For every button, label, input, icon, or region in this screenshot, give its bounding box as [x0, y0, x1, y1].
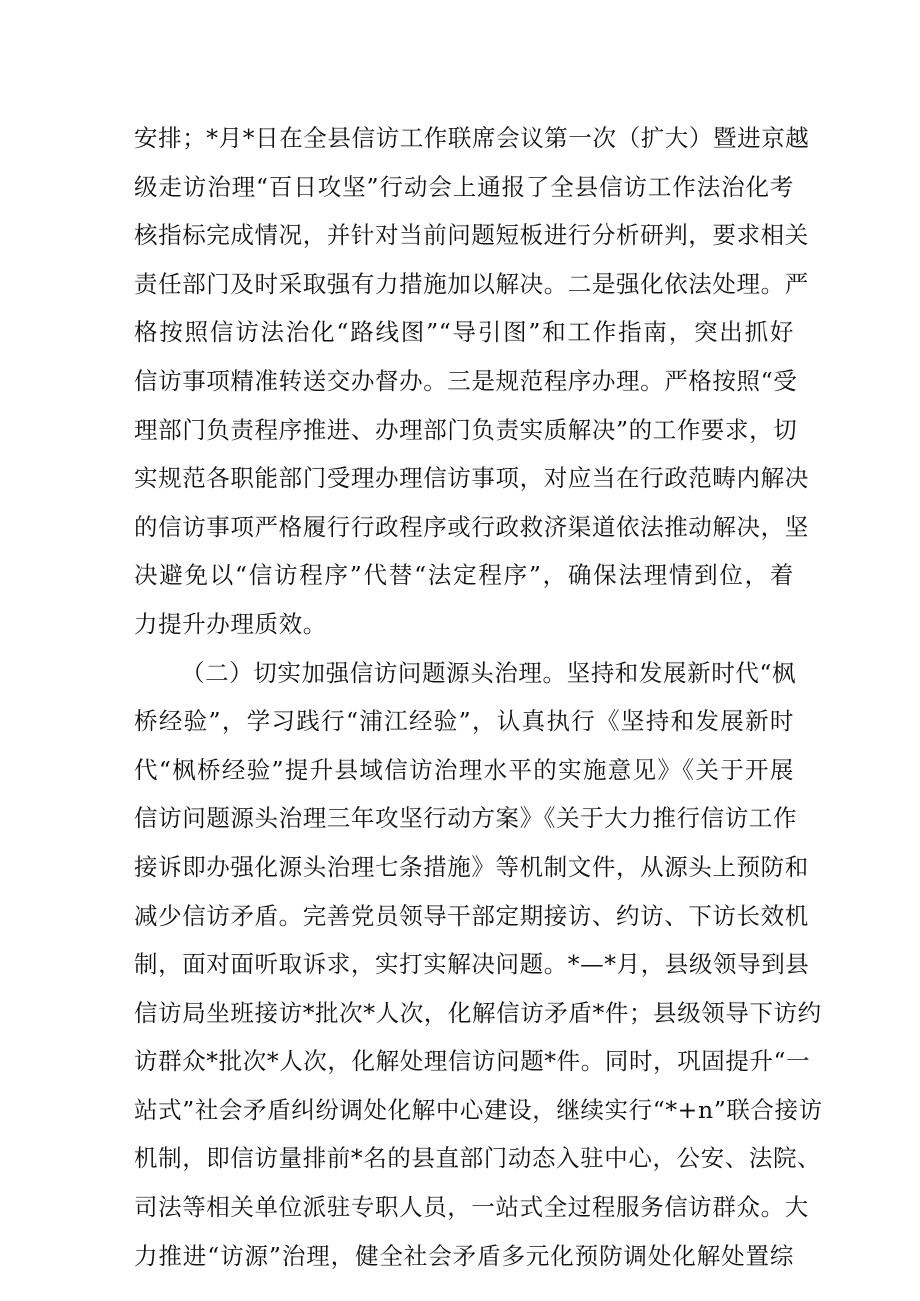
- text-line: 司法等相关单位派驻专职人员，一站式全过程服务信访群众。大: [134, 1193, 809, 1222]
- text-line: 级走访治理“百日攻坚”行动会上通报了全县信访工作法治化考: [134, 172, 794, 201]
- text-line: 接诉即办强化源头治理七条措施》等机制文件，从源头上预防和: [134, 852, 809, 881]
- text-line: 代“枫桥经验”提升县域信访治理水平的实施意见》《关于开展: [134, 755, 794, 784]
- text-line: 桥经验”，学习践行“浦江经验”，认真执行《坚持和发展新时: [134, 707, 794, 736]
- text-line: 信访问题源头治理三年攻坚行动方案》《关于大力推行信访工作: [134, 804, 798, 833]
- paragraph-1: [134, 114, 810, 649]
- document-body: [134, 114, 823, 1280]
- section-heading-line: （二）切实加强信访问题源头治理。坚持和发展新时代“枫: [181, 658, 797, 687]
- text-line: 减少信访矛盾。完善党员领导干部定期接访、约访、下访长效机: [134, 901, 809, 930]
- text-line: 理部门负责程序推进、办理部门负责实质解决”的工作要求，切: [134, 415, 798, 444]
- text-line: 机制，即信访量排前*名的县直部门动态入驻中心，公安、法院、: [134, 1144, 822, 1173]
- text-line: 站式”社会矛盾纠纷调处化解中心建设，继续实行“*+n”联合接访: [134, 1095, 823, 1124]
- text-line: 格按照信访法治化“路线图”“导引图”和工作指南，突出抓好: [134, 318, 794, 347]
- text-line: 制，面对面听取诉求，实打实解决问题。*—*月，县级领导到县: [134, 950, 810, 979]
- text-line: 力推进“访源”治理，健全社会矛盾多元化预防调处化解处置综: [134, 1241, 794, 1270]
- text-line: 实规范各职能部门受理办理信访事项，对应当在行政范畴内解决: [134, 464, 809, 493]
- text-line: 的信访事项严格履行行政程序或行政救济渠道依法推动解决，坚: [134, 512, 809, 541]
- text-line: 核指标完成情况，并针对当前问题短板进行分析研判，要求相关: [134, 221, 809, 250]
- paragraph-2: [134, 649, 823, 1281]
- text-line: 力提升办理质效。: [134, 609, 327, 638]
- text-line: 信访局坐班接访*批次*人次，化解信访矛盾*件；县级领导下访约: [134, 998, 822, 1027]
- text-line: 信访事项精准转送交办督办。三是规范程序办理。严格按照“受: [134, 366, 798, 395]
- text-line: 安排；*月*日在全县信访工作联席会议第一次（扩大）暨进京越: [134, 124, 810, 152]
- text-line: 决避免以“信访程序”代替“法定程序”，确保法理情到位，着: [134, 561, 794, 590]
- text-line: 访群众*批次*人次，化解处理信访问题*件。同时，巩固提升“一: [134, 1047, 811, 1076]
- text-line: 责任部门及时采取强有力措施加以解决。二是强化依法处理。严: [134, 269, 809, 298]
